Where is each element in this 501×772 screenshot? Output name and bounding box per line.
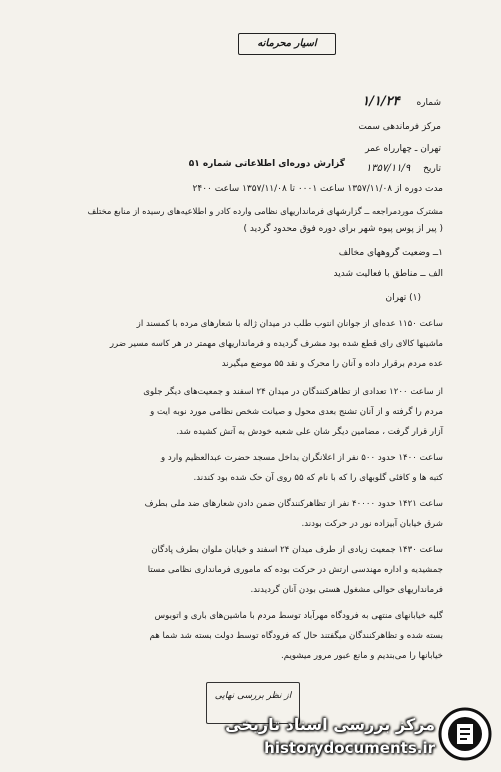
body-line: ساعت ۱۱۵۰ عده‌ای از جوانان انتوب طلب در میدان ژاله با شعارهای مرده با کمسند از: [136, 319, 443, 329]
date-value: ۱۳۵۷/۱۱/۹: [365, 163, 411, 174]
body-line: ساعت ۱۴۰۰ حدود ۵۰۰ نفر از اعلانگران بداخل مسجد حضرت عبدالعظیم وارد و: [161, 453, 443, 463]
report-period: مدت دوره از ۱۳۵۷/۱۱/۰۸ ساعت ۰۰۰۱ تا ۱۳۵۷/۱۱/۰۸ ساعت ۲۴۰۰: [192, 184, 443, 194]
place-line: تهران ـ چهارراه عمر: [365, 144, 441, 154]
signature-stamp-text: از نظر بررسی نهایی: [214, 691, 292, 701]
history-documents-logo-icon: [437, 706, 493, 762]
subsection-heading: الف ــ مناطق با فعالیت شدید: [333, 269, 443, 279]
from-line: مرکز فرماندهی سمت: [358, 122, 441, 132]
body-line: فرمانداریهای حوالی مشغول هستی بودن آنان گردیدند.: [250, 585, 443, 595]
date-row: [366, 163, 441, 175]
watermark-title: مرکز بررسی اسناد تاریخی: [225, 715, 435, 734]
number-label: شماره: [416, 98, 441, 108]
watermark-url: historydocuments.ir: [264, 739, 435, 757]
body-line: ساعت ۱۴۲۱ حدود ۴۰۰۰۰ نفر از تظاهرکنندگان ضمن دادن شعارهای ضد ملی بطرف: [144, 499, 443, 509]
body-line: بسته شده و تظاهرکنندگان میگفتند حال که فرودگاه توسط دولت بسته شد شما هم: [149, 631, 443, 641]
classification-stamp: اسیار محرمانه: [238, 33, 336, 55]
body-line: گلیه خیابانهای منتهی به فرودگاه مهرآباد توسط مردم با ماشین‌های باری و اتوبوس: [154, 611, 443, 621]
number-value: ۱/۱/۲۴: [362, 94, 400, 109]
city-heading: (۱) تهران: [385, 293, 421, 303]
body-line: کتبه ها و کافئی گلوبهای را که با نام که ۵۵ روی آن حک شده بود کندند.: [193, 473, 443, 483]
date-label: تاریخ: [423, 164, 441, 174]
report-title: گزارش دوره‌ای اطلاعاتی شماره ۵۱: [188, 159, 345, 169]
body-line: مردم را گرفته و از آنان تشنج بعدی محول و صیانت شخص نظامی مورد نوبه ایت و: [150, 407, 443, 417]
watermark: [0, 697, 501, 772]
number-row: [362, 96, 441, 109]
body-line: شرق خیابان آبیزاده نور در حرکت بودند.: [301, 519, 443, 529]
subject-line-2: ( پیر از پوس پیوه شهر برای دوره فوق محدود گردید ): [243, 224, 443, 234]
body-line: ساعت ۱۴۳۰ جمعیت زیادی از طرف میدان ۲۴ اسفند و خیابان ملوان بطرف پادگان: [151, 545, 443, 555]
body-line: از ساعت ۱۲۰۰ تعدادی از تظاهرکنندگان در میدان ۲۴ اسفند و جمعیت‌های دیگر جلوی: [143, 387, 443, 397]
body-line: عده مردم برقرار داده و آنان را محرک و نقد ۵۵ موضع میگیرند: [221, 359, 443, 369]
body-line: آزار قرار گرفت ، مضامین دیگر شان علی شعبه خودش به آتش کشیده شد.: [176, 427, 443, 437]
subject-line-1: مشترک موردمراجعه ــ گزارشهای فرمانداریهای نظامی وارده کادر و اطلاعیه‌های رسیده از منابع مختلف: [87, 206, 443, 216]
body-line: خیابانها را می‌بندیم و مانع عبور مرور میشویم.: [281, 651, 443, 661]
body-line: ماشینها کالای رای قطع شده بود مشرف گردیده و فرمانداریهای مهمتر در هر کاسه مسیر ضرر: [109, 339, 443, 349]
body-line: جمشیدیه و اداره مهندسی ارتش در حرکت بوده که ماموری فرمانداری نظامی مستا: [147, 565, 443, 575]
section-heading: ۱ــ وضعیت گروههای مخالف: [338, 248, 443, 258]
